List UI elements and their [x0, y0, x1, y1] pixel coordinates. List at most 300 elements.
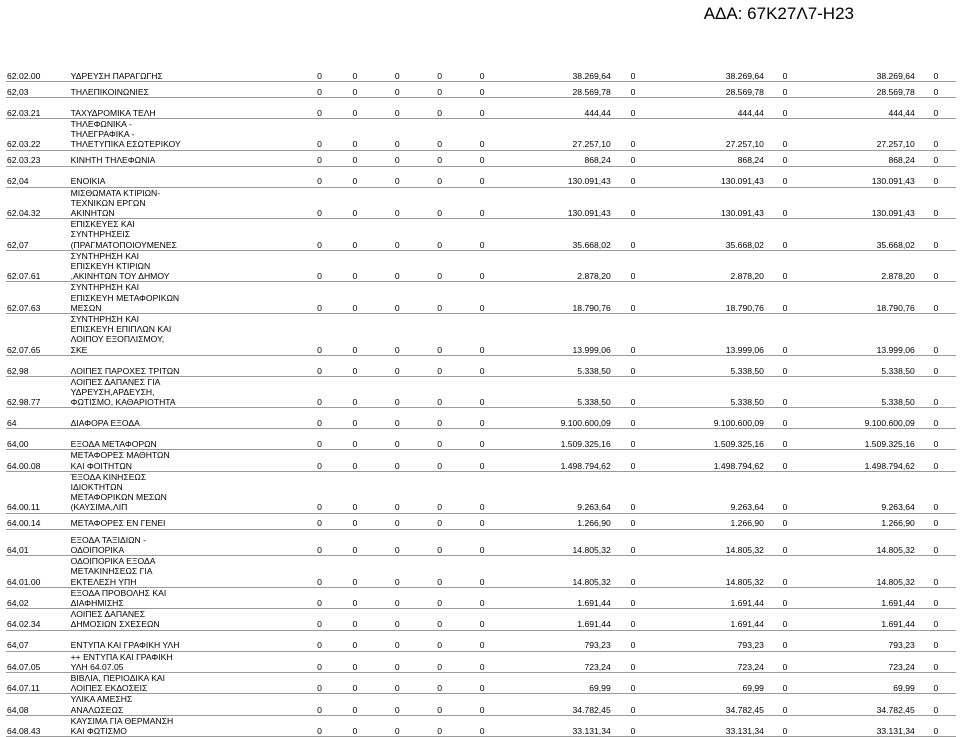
cell-amount-j: 5.338,50	[805, 376, 916, 408]
cell-amount-b: 0	[334, 66, 376, 82]
cell-amount-g: 0	[612, 651, 654, 672]
cell-amount-j: 1.266,90	[805, 513, 916, 529]
cell-amount-i: 0	[765, 187, 805, 219]
cell-amount-h: 27.257,10	[654, 119, 765, 151]
cell-amount-j: 28.569,78	[805, 82, 916, 98]
cell-amount-e: 0	[461, 609, 503, 630]
cell-amount-c: 0	[376, 609, 418, 630]
cell-code: 62.98.77	[6, 376, 70, 408]
cell-code: 64.07.11	[6, 672, 70, 693]
cell-amount-k: 0	[916, 187, 956, 219]
cell-amount-e: 0	[461, 119, 503, 151]
cell-amount-c: 0	[376, 103, 418, 119]
cell-amount-a: 0	[305, 376, 333, 408]
cell-amount-h: 34.782,45	[654, 694, 765, 715]
cell-amount-e: 0	[461, 694, 503, 715]
cell-amount-b: 0	[334, 434, 376, 450]
cell-amount-k: 0	[916, 715, 956, 736]
cell-description: ΤΗΛΕΦΩΝΙΚΑ - ΤΗΛΕΓΡΑΦΙΚΑ - ΤΗΛΕΤΥΠΙΚΑ ΕΣΩΤΕΡΙΚΟΥ	[70, 119, 306, 151]
cell-amount-f: 38.269,64	[503, 66, 611, 82]
cell-amount-g: 0	[612, 587, 654, 608]
cell-amount-h: 9.263,64	[654, 471, 765, 513]
cell-amount-c: 0	[376, 587, 418, 608]
cell-amount-a: 0	[305, 694, 333, 715]
cell-amount-c: 0	[376, 513, 418, 529]
cell-amount-h: 13.999,06	[654, 314, 765, 356]
cell-amount-f: 28.569,78	[503, 82, 611, 98]
cell-amount-i: 0	[765, 66, 805, 82]
cell-amount-k: 0	[916, 450, 956, 471]
cell-amount-k: 0	[916, 82, 956, 98]
table-row	[6, 314, 956, 356]
cell-code: 64.02.34	[6, 609, 70, 630]
table-row	[6, 636, 956, 652]
cell-amount-f: 13.999,06	[503, 314, 611, 356]
cell-amount-h: 1.266,90	[654, 513, 765, 529]
cell-amount-k: 0	[916, 219, 956, 251]
cell-amount-c: 0	[376, 361, 418, 377]
table-row	[6, 282, 956, 314]
table-row	[6, 187, 956, 219]
cell-amount-c: 0	[376, 250, 418, 282]
cell-amount-f: 5.338,50	[503, 361, 611, 377]
cell-amount-k: 0	[916, 672, 956, 693]
cell-code: 64	[6, 413, 70, 429]
cell-amount-g: 0	[612, 434, 654, 450]
cell-amount-k: 0	[916, 413, 956, 429]
cell-amount-i: 0	[765, 314, 805, 356]
cell-amount-b: 0	[334, 651, 376, 672]
cell-amount-c: 0	[376, 450, 418, 471]
cell-amount-h: 14.805,32	[654, 556, 765, 588]
cell-amount-g: 0	[612, 609, 654, 630]
cell-code: 64.00.14	[6, 513, 70, 529]
cell-amount-c: 0	[376, 66, 418, 82]
cell-amount-d: 0	[418, 119, 460, 151]
table-row	[6, 672, 956, 693]
cell-code: 62,04	[6, 172, 70, 188]
cell-amount-d: 0	[418, 672, 460, 693]
cell-amount-i: 0	[765, 556, 805, 588]
cell-amount-j: 130.091,43	[805, 172, 916, 188]
cell-amount-d: 0	[418, 434, 460, 450]
cell-amount-i: 0	[765, 361, 805, 377]
cell-amount-i: 0	[765, 513, 805, 529]
table-row	[6, 250, 956, 282]
cell-amount-g: 0	[612, 82, 654, 98]
cell-amount-f: 130.091,43	[503, 172, 611, 188]
cell-amount-b: 0	[334, 219, 376, 251]
cell-description: ΟΔΟΙΠΟΡΙΚΑ ΕΞΟΔΑ ΜΕΤΑΚΙΝΗΣΕΩΣ ΓΙΑ ΕΚΤΕΛΕΣΗ ΥΠΗ	[70, 556, 306, 588]
cell-amount-g: 0	[612, 715, 654, 736]
cell-amount-k: 0	[916, 172, 956, 188]
cell-amount-i: 0	[765, 535, 805, 556]
budget-table	[6, 66, 956, 737]
cell-amount-a: 0	[305, 119, 333, 151]
cell-amount-i: 0	[765, 471, 805, 513]
cell-code: 62.07.63	[6, 282, 70, 314]
cell-amount-g: 0	[612, 471, 654, 513]
cell-amount-c: 0	[376, 119, 418, 151]
cell-amount-h: 9.100.600,09	[654, 413, 765, 429]
cell-amount-g: 0	[612, 219, 654, 251]
cell-amount-j: 69,99	[805, 672, 916, 693]
cell-amount-i: 0	[765, 119, 805, 151]
cell-description: ΛΟΙΠΕΣ ΔΑΠΑΝΕΣ ΔΗΜΟΣΙΩΝ ΣΧΕΣΕΩΝ	[70, 609, 306, 630]
cell-amount-j: 130.091,43	[805, 187, 916, 219]
cell-amount-k: 0	[916, 535, 956, 556]
cell-amount-j: 27.257,10	[805, 119, 916, 151]
cell-description: ΣΥΝΤΗΡΗΣΗ ΚΑΙ ΕΠΙΣΚΕΥΗ ΚΤΙΡΙΩΝ ,ΑΚΙΝΗΤΩΝ ΤΟΥ ΔΗΜΟΥ	[70, 250, 306, 282]
cell-amount-b: 0	[334, 187, 376, 219]
cell-amount-d: 0	[418, 636, 460, 652]
cell-amount-a: 0	[305, 535, 333, 556]
cell-amount-g: 0	[612, 282, 654, 314]
cell-amount-g: 0	[612, 250, 654, 282]
cell-amount-a: 0	[305, 413, 333, 429]
cell-amount-f: 33.131,34	[503, 715, 611, 736]
cell-amount-a: 0	[305, 636, 333, 652]
cell-amount-d: 0	[418, 314, 460, 356]
cell-amount-k: 0	[916, 103, 956, 119]
cell-amount-c: 0	[376, 187, 418, 219]
cell-amount-a: 0	[305, 282, 333, 314]
cell-amount-b: 0	[334, 150, 376, 166]
cell-amount-a: 0	[305, 219, 333, 251]
cell-amount-h: 33.131,34	[654, 715, 765, 736]
cell-amount-b: 0	[334, 172, 376, 188]
cell-amount-c: 0	[376, 376, 418, 408]
cell-amount-k: 0	[916, 376, 956, 408]
cell-amount-a: 0	[305, 361, 333, 377]
cell-amount-h: 69,99	[654, 672, 765, 693]
cell-amount-i: 0	[765, 219, 805, 251]
cell-amount-k: 0	[916, 636, 956, 652]
cell-amount-b: 0	[334, 587, 376, 608]
cell-amount-d: 0	[418, 535, 460, 556]
cell-amount-j: 14.805,32	[805, 535, 916, 556]
table-row	[6, 413, 956, 429]
cell-amount-b: 0	[334, 609, 376, 630]
cell-amount-g: 0	[612, 413, 654, 429]
cell-amount-e: 0	[461, 82, 503, 98]
cell-description: ΔΙΑΦΟΡΑ ΕΞΟΔΑ	[70, 413, 306, 429]
cell-code: 64,00	[6, 434, 70, 450]
cell-amount-k: 0	[916, 282, 956, 314]
cell-description: ΕΞΟΔΑ ΤΑΞΙΔΙΩΝ - ΟΔΟΙΠΟΡΙΚΑ	[70, 535, 306, 556]
cell-amount-h: 38.269,64	[654, 66, 765, 82]
cell-description: ΜΕΤΑΦΟΡΕΣ ΕΝ ΓΕΝΕΙ	[70, 513, 306, 529]
cell-amount-f: 5.338,50	[503, 376, 611, 408]
cell-amount-k: 0	[916, 694, 956, 715]
cell-amount-h: 18.790,76	[654, 282, 765, 314]
cell-amount-g: 0	[612, 66, 654, 82]
cell-amount-k: 0	[916, 556, 956, 588]
cell-amount-h: 1.509.325,16	[654, 434, 765, 450]
cell-amount-a: 0	[305, 715, 333, 736]
cell-amount-j: 2.878,20	[805, 250, 916, 282]
cell-amount-f: 14.805,32	[503, 556, 611, 588]
cell-code: 64,01	[6, 535, 70, 556]
table-row	[6, 172, 956, 188]
cell-description: ΕΝΟΙΚΙΑ	[70, 172, 306, 188]
cell-amount-c: 0	[376, 413, 418, 429]
cell-amount-g: 0	[612, 672, 654, 693]
cell-amount-d: 0	[418, 587, 460, 608]
cell-amount-j: 35.668,02	[805, 219, 916, 251]
cell-amount-e: 0	[461, 314, 503, 356]
cell-amount-d: 0	[418, 715, 460, 736]
cell-amount-j: 793,23	[805, 636, 916, 652]
cell-amount-b: 0	[334, 103, 376, 119]
table-row	[6, 103, 956, 119]
cell-amount-b: 0	[334, 535, 376, 556]
cell-amount-a: 0	[305, 672, 333, 693]
cell-amount-b: 0	[334, 450, 376, 471]
cell-amount-j: 33.131,34	[805, 715, 916, 736]
cell-amount-d: 0	[418, 413, 460, 429]
cell-description: ΤΗΛΕΠΙΚΟΙΝΩΝΙΕΣ	[70, 82, 306, 98]
cell-amount-j: 9.263,64	[805, 471, 916, 513]
cell-amount-i: 0	[765, 250, 805, 282]
table-row	[6, 715, 956, 736]
cell-amount-a: 0	[305, 82, 333, 98]
cell-description: ΥΔΡΕΥΣΗ ΠΑΡΑΓΩΓΗΣ	[70, 66, 306, 82]
cell-amount-f: 868,24	[503, 150, 611, 166]
cell-amount-f: 34.782,45	[503, 694, 611, 715]
cell-amount-i: 0	[765, 172, 805, 188]
table-row	[6, 535, 956, 556]
cell-code: 62.07.65	[6, 314, 70, 356]
cell-amount-j: 9.100.600,09	[805, 413, 916, 429]
cell-amount-f: 1.498.794,62	[503, 450, 611, 471]
cell-amount-g: 0	[612, 172, 654, 188]
cell-amount-b: 0	[334, 282, 376, 314]
cell-amount-k: 0	[916, 119, 956, 151]
cell-amount-c: 0	[376, 715, 418, 736]
cell-amount-d: 0	[418, 471, 460, 513]
cell-amount-h: 5.338,50	[654, 376, 765, 408]
cell-amount-i: 0	[765, 587, 805, 608]
cell-description: ΥΛΙΚΑ ΑΜΕΣΗΣ ΑΝΑΛΩΣΕΩΣ	[70, 694, 306, 715]
table-body	[6, 66, 956, 737]
cell-amount-i: 0	[765, 282, 805, 314]
cell-amount-f: 9.263,64	[503, 471, 611, 513]
cell-description: ΕΝΤΥΠΑ ΚΑΙ ΓΡΑΦΙΚΗ ΥΛΗ	[70, 636, 306, 652]
cell-amount-e: 0	[461, 715, 503, 736]
cell-amount-b: 0	[334, 556, 376, 588]
cell-description: ΜΙΣΘΩΜΑΤΑ ΚΤΙΡΙΩΝ- ΤΕΧΝΙΚΩΝ ΕΡΓΩΝ ΑΚΙΝΗΤΩΝ	[70, 187, 306, 219]
table-row	[6, 434, 956, 450]
cell-amount-c: 0	[376, 651, 418, 672]
cell-description: ++ ΕΝΤΥΠΑ ΚΑΙ ΓΡΑΦΙΚΗ ΥΛΗ 64.07.05	[70, 651, 306, 672]
cell-description: ΚΙΝΗΤΗ ΤΗΛΕΦΩΝΙΑ	[70, 150, 306, 166]
cell-amount-d: 0	[418, 651, 460, 672]
cell-amount-g: 0	[612, 535, 654, 556]
cell-amount-a: 0	[305, 556, 333, 588]
cell-description: ΛΟΙΠΕΣ ΔΑΠΑΝΕΣ ΓΙΑ ΥΔΡΕΥΣΗ,ΑΡΔΕΥΣΗ, ΦΩΤΙΣΜΟ, ΚΑΘΑΡΙΟΤΗΤΑ	[70, 376, 306, 408]
table-row	[6, 471, 956, 513]
cell-amount-f: 1.266,90	[503, 513, 611, 529]
cell-amount-d: 0	[418, 150, 460, 166]
cell-amount-g: 0	[612, 694, 654, 715]
cell-description: ΒΙΒΛΙΑ, ΠΕΡΙΟΔΙΚΑ ΚΑΙ ΛΟΙΠΕΣ ΕΚΔΟΣΕΙΣ	[70, 672, 306, 693]
cell-amount-j: 723,24	[805, 651, 916, 672]
cell-amount-j: 1.498.794,62	[805, 450, 916, 471]
cell-amount-e: 0	[461, 672, 503, 693]
cell-code: 62.04.32	[6, 187, 70, 219]
cell-amount-d: 0	[418, 172, 460, 188]
cell-amount-d: 0	[418, 694, 460, 715]
cell-amount-k: 0	[916, 471, 956, 513]
cell-amount-i: 0	[765, 413, 805, 429]
cell-description: ΕΞΟΔΑ ΜΕΤΑΦΟΡΩΝ	[70, 434, 306, 450]
cell-description: ΈΞΟΔΑ ΚΙΝΗΣΕΩΣ ΙΔΙΟΚΤΗΤΩΝ ΜΕΤΑΦΟΡΙΚΩΝ ΜΕΣΩΝ (ΚΑΥΣΙΜΑ,ΛΙΠ	[70, 471, 306, 513]
cell-amount-h: 5.338,50	[654, 361, 765, 377]
cell-amount-a: 0	[305, 103, 333, 119]
cell-amount-k: 0	[916, 66, 956, 82]
table-row	[6, 587, 956, 608]
cell-description: ΛΟΙΠΕΣ ΠΑΡΟΧΕΣ ΤΡΙΤΩΝ	[70, 361, 306, 377]
cell-amount-d: 0	[418, 282, 460, 314]
cell-amount-h: 444,44	[654, 103, 765, 119]
cell-amount-e: 0	[461, 636, 503, 652]
cell-amount-h: 14.805,32	[654, 535, 765, 556]
cell-amount-f: 1.509.325,16	[503, 434, 611, 450]
cell-amount-i: 0	[765, 715, 805, 736]
cell-amount-e: 0	[461, 172, 503, 188]
cell-code: 62.02.00	[6, 66, 70, 82]
cell-amount-h: 28.569,78	[654, 82, 765, 98]
table-row	[6, 609, 956, 630]
cell-amount-b: 0	[334, 413, 376, 429]
cell-description: ΕΞΟΔΑ ΠΡΟΒΟΛΗΣ ΚΑΙ ΔΙΑΦΗΜΙΣΗΣ	[70, 587, 306, 608]
cell-amount-i: 0	[765, 82, 805, 98]
cell-code: 64,02	[6, 587, 70, 608]
cell-amount-h: 35.668,02	[654, 219, 765, 251]
cell-amount-k: 0	[916, 314, 956, 356]
cell-amount-b: 0	[334, 250, 376, 282]
cell-amount-a: 0	[305, 172, 333, 188]
table-row	[6, 361, 956, 377]
cell-amount-f: 1.691,44	[503, 609, 611, 630]
cell-amount-b: 0	[334, 314, 376, 356]
cell-amount-e: 0	[461, 361, 503, 377]
cell-amount-g: 0	[612, 513, 654, 529]
cell-amount-g: 0	[612, 150, 654, 166]
cell-amount-h: 793,23	[654, 636, 765, 652]
table-row	[6, 556, 956, 588]
cell-amount-k: 0	[916, 651, 956, 672]
cell-amount-f: 130.091,43	[503, 187, 611, 219]
cell-amount-j: 1.691,44	[805, 587, 916, 608]
table-row	[6, 513, 956, 529]
cell-amount-j: 444,44	[805, 103, 916, 119]
cell-amount-j: 1.691,44	[805, 609, 916, 630]
cell-amount-a: 0	[305, 587, 333, 608]
cell-amount-k: 0	[916, 609, 956, 630]
cell-amount-c: 0	[376, 172, 418, 188]
cell-amount-a: 0	[305, 250, 333, 282]
cell-amount-e: 0	[461, 651, 503, 672]
cell-amount-f: 27.257,10	[503, 119, 611, 151]
cell-amount-d: 0	[418, 450, 460, 471]
cell-amount-i: 0	[765, 150, 805, 166]
cell-description: ΕΠΙΣΚΕΥΕΣ ΚΑΙ ΣΥΝΤΗΡΗΣΕΙΣ (ΠΡΑΓΜΑΤΟΠΟΙΟΥΜΕΝΕΣ	[70, 219, 306, 251]
cell-code: 64.08.43	[6, 715, 70, 736]
table-row	[6, 119, 956, 151]
cell-amount-b: 0	[334, 119, 376, 151]
cell-amount-c: 0	[376, 556, 418, 588]
cell-amount-e: 0	[461, 535, 503, 556]
cell-code: 62,07	[6, 219, 70, 251]
cell-amount-g: 0	[612, 187, 654, 219]
cell-code: 62.03.22	[6, 119, 70, 151]
cell-amount-k: 0	[916, 434, 956, 450]
cell-amount-g: 0	[612, 636, 654, 652]
cell-code: 64.00.08	[6, 450, 70, 471]
cell-amount-a: 0	[305, 434, 333, 450]
table-row	[6, 150, 956, 166]
cell-amount-h: 723,24	[654, 651, 765, 672]
cell-amount-c: 0	[376, 471, 418, 513]
cell-amount-d: 0	[418, 250, 460, 282]
cell-amount-e: 0	[461, 219, 503, 251]
cell-amount-i: 0	[765, 450, 805, 471]
cell-amount-c: 0	[376, 535, 418, 556]
cell-amount-k: 0	[916, 513, 956, 529]
cell-code: 62.03.21	[6, 103, 70, 119]
table-row	[6, 450, 956, 471]
cell-amount-b: 0	[334, 471, 376, 513]
cell-amount-e: 0	[461, 150, 503, 166]
cell-amount-h: 1.691,44	[654, 609, 765, 630]
cell-amount-k: 0	[916, 150, 956, 166]
cell-amount-c: 0	[376, 219, 418, 251]
table-row	[6, 66, 956, 82]
cell-code: 62.07.61	[6, 250, 70, 282]
cell-amount-c: 0	[376, 82, 418, 98]
cell-amount-k: 0	[916, 250, 956, 282]
cell-amount-g: 0	[612, 314, 654, 356]
cell-description: ΜΕΤΑΦΟΡΕΣ ΜΑΘΗΤΩΝ ΚΑΙ ΦΟΙΤΗΤΩΝ	[70, 450, 306, 471]
cell-amount-b: 0	[334, 513, 376, 529]
cell-amount-f: 9.100.600,09	[503, 413, 611, 429]
cell-amount-j: 868,24	[805, 150, 916, 166]
cell-amount-h: 2.878,20	[654, 250, 765, 282]
table-row	[6, 219, 956, 251]
cell-amount-j: 14.805,32	[805, 556, 916, 588]
cell-amount-h: 1.498.794,62	[654, 450, 765, 471]
cell-amount-j: 5.338,50	[805, 361, 916, 377]
cell-amount-i: 0	[765, 376, 805, 408]
cell-amount-f: 14.805,32	[503, 535, 611, 556]
cell-amount-d: 0	[418, 376, 460, 408]
cell-amount-a: 0	[305, 66, 333, 82]
cell-amount-e: 0	[461, 471, 503, 513]
cell-amount-d: 0	[418, 103, 460, 119]
cell-amount-e: 0	[461, 187, 503, 219]
cell-amount-g: 0	[612, 361, 654, 377]
cell-amount-c: 0	[376, 150, 418, 166]
cell-amount-j: 13.999,06	[805, 314, 916, 356]
cell-amount-b: 0	[334, 82, 376, 98]
cell-amount-h: 868,24	[654, 150, 765, 166]
cell-amount-a: 0	[305, 150, 333, 166]
cell-amount-e: 0	[461, 587, 503, 608]
cell-amount-e: 0	[461, 450, 503, 471]
cell-amount-c: 0	[376, 672, 418, 693]
